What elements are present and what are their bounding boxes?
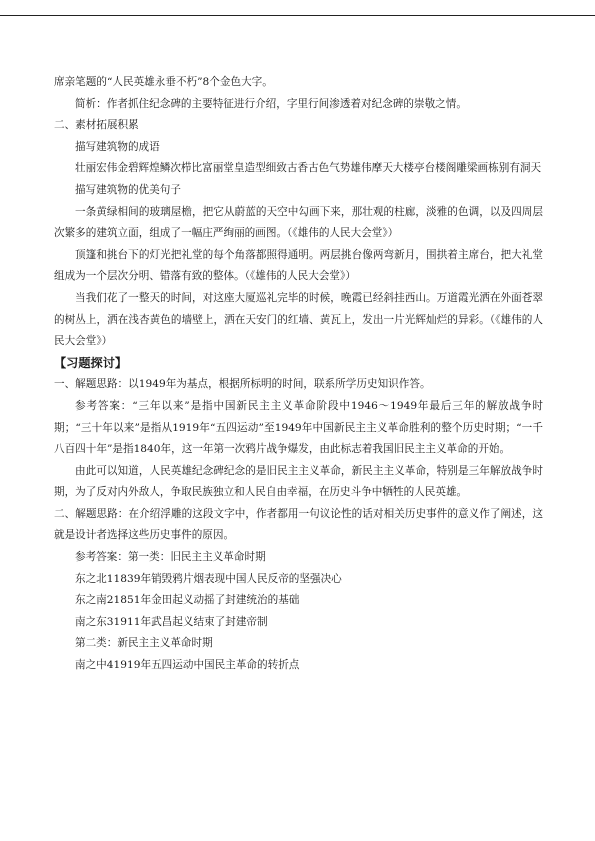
paragraph: 参考答案：“三年以来”是指中国新民主主义革命阶段中1946～1949年最后三年的解放战争时期；“三十年以来”是指从1919年“五四运动”至1949年中国新民主主义革命胜利的整个历史时期；“一千八百四十年”是指1840年，这一年第一次鸦片战争爆发，由此标志着我国旧民主主义革命的开始。 xyxy=(54,399,543,456)
paragraph: 南之东31911年武昌起义结束了封建帝制 xyxy=(75,615,268,628)
paragraph: 一、解题思路：以1949年为基点，根据所标明的时间，联系所学历史知识作答。 xyxy=(54,378,431,391)
paragraph: 顶篷和挑台下的灯光把礼堂的每个角落都照得通明。两层挑台像两弯新月，围拱着主席台，把大礼堂组成为一个层次分明、错落有致的整体。（《雄伟的人民大会堂》） xyxy=(54,248,543,283)
paragraph: 东之南21851年金田起义动摇了封建统治的基础 xyxy=(75,594,300,607)
paragraph: 参考答案：第一类：旧民主主义革命时期 xyxy=(75,551,266,564)
paragraph: 描写建筑物的成语 xyxy=(75,140,160,153)
paragraph: 东之北11839年销毁鸦片烟表现中国人民反帝的坚强决心 xyxy=(75,572,342,585)
paragraph: 席亲笔题的“人民英雄永垂不朽”8个金色大字。 xyxy=(54,76,273,88)
paragraph: 一条黄绿相间的玻璃屋檐，把它从蔚蓝的天空中勾画下来，那壮观的柱廊，淡雅的色调，以及四周层次繁多的建筑立面，组成了一幅庄严绚丽的画图。（《雄伟的人民大会堂》） xyxy=(54,205,543,240)
paragraph: 当我们花了一整天的时间，对这座大厦巡礼完毕的时候，晚霞已经斜挂西山。万道霞光洒在外面苍翠的树丛上，洒在浅杏黄色的墙壁上，洒在天安门的红墙、黄瓦上，发出一片光辉灿烂的异彩。（《雄伟的人民大会堂》） xyxy=(54,291,543,348)
document-body xyxy=(54,72,543,677)
header-rule xyxy=(0,15,595,16)
section-heading: 【习题探讨】 xyxy=(54,355,128,370)
paragraph: 描写建筑物的优美句子 xyxy=(75,183,181,196)
paragraph: 壮丽宏伟金碧辉煌鳞次栉比富丽堂皇造型细致古香古色气势雄伟摩天大楼亭台楼阁雕梁画栋别有洞天 xyxy=(75,162,542,175)
paragraph: 二、素材拓展积累 xyxy=(54,119,139,132)
paragraph: 简析：作者抓住纪念碑的主要特征进行介绍，字里行间渗透着对纪念碑的崇敬之情。 xyxy=(75,97,467,110)
paragraph: 二、解题思路：在介绍浮雕的这段文字中，作者都用一句议论性的话对相关历史事件的意义作了阐述，这就是设计者选择这些历史事件的原因。 xyxy=(54,507,543,542)
paragraph: 南之中41919年五四运动中国民主革命的转折点 xyxy=(75,659,300,672)
paragraph: 由此可以知道，人民英雄纪念碑纪念的是旧民主主义革命，新民主主义革命，特别是三年解放战争时期，为了反对内外敌人，争取民族独立和人民自由幸福，在历史斗争中牺牲的人民英雄。 xyxy=(54,464,543,499)
paragraph: 第二类：新民主主义革命时期 xyxy=(75,637,213,650)
